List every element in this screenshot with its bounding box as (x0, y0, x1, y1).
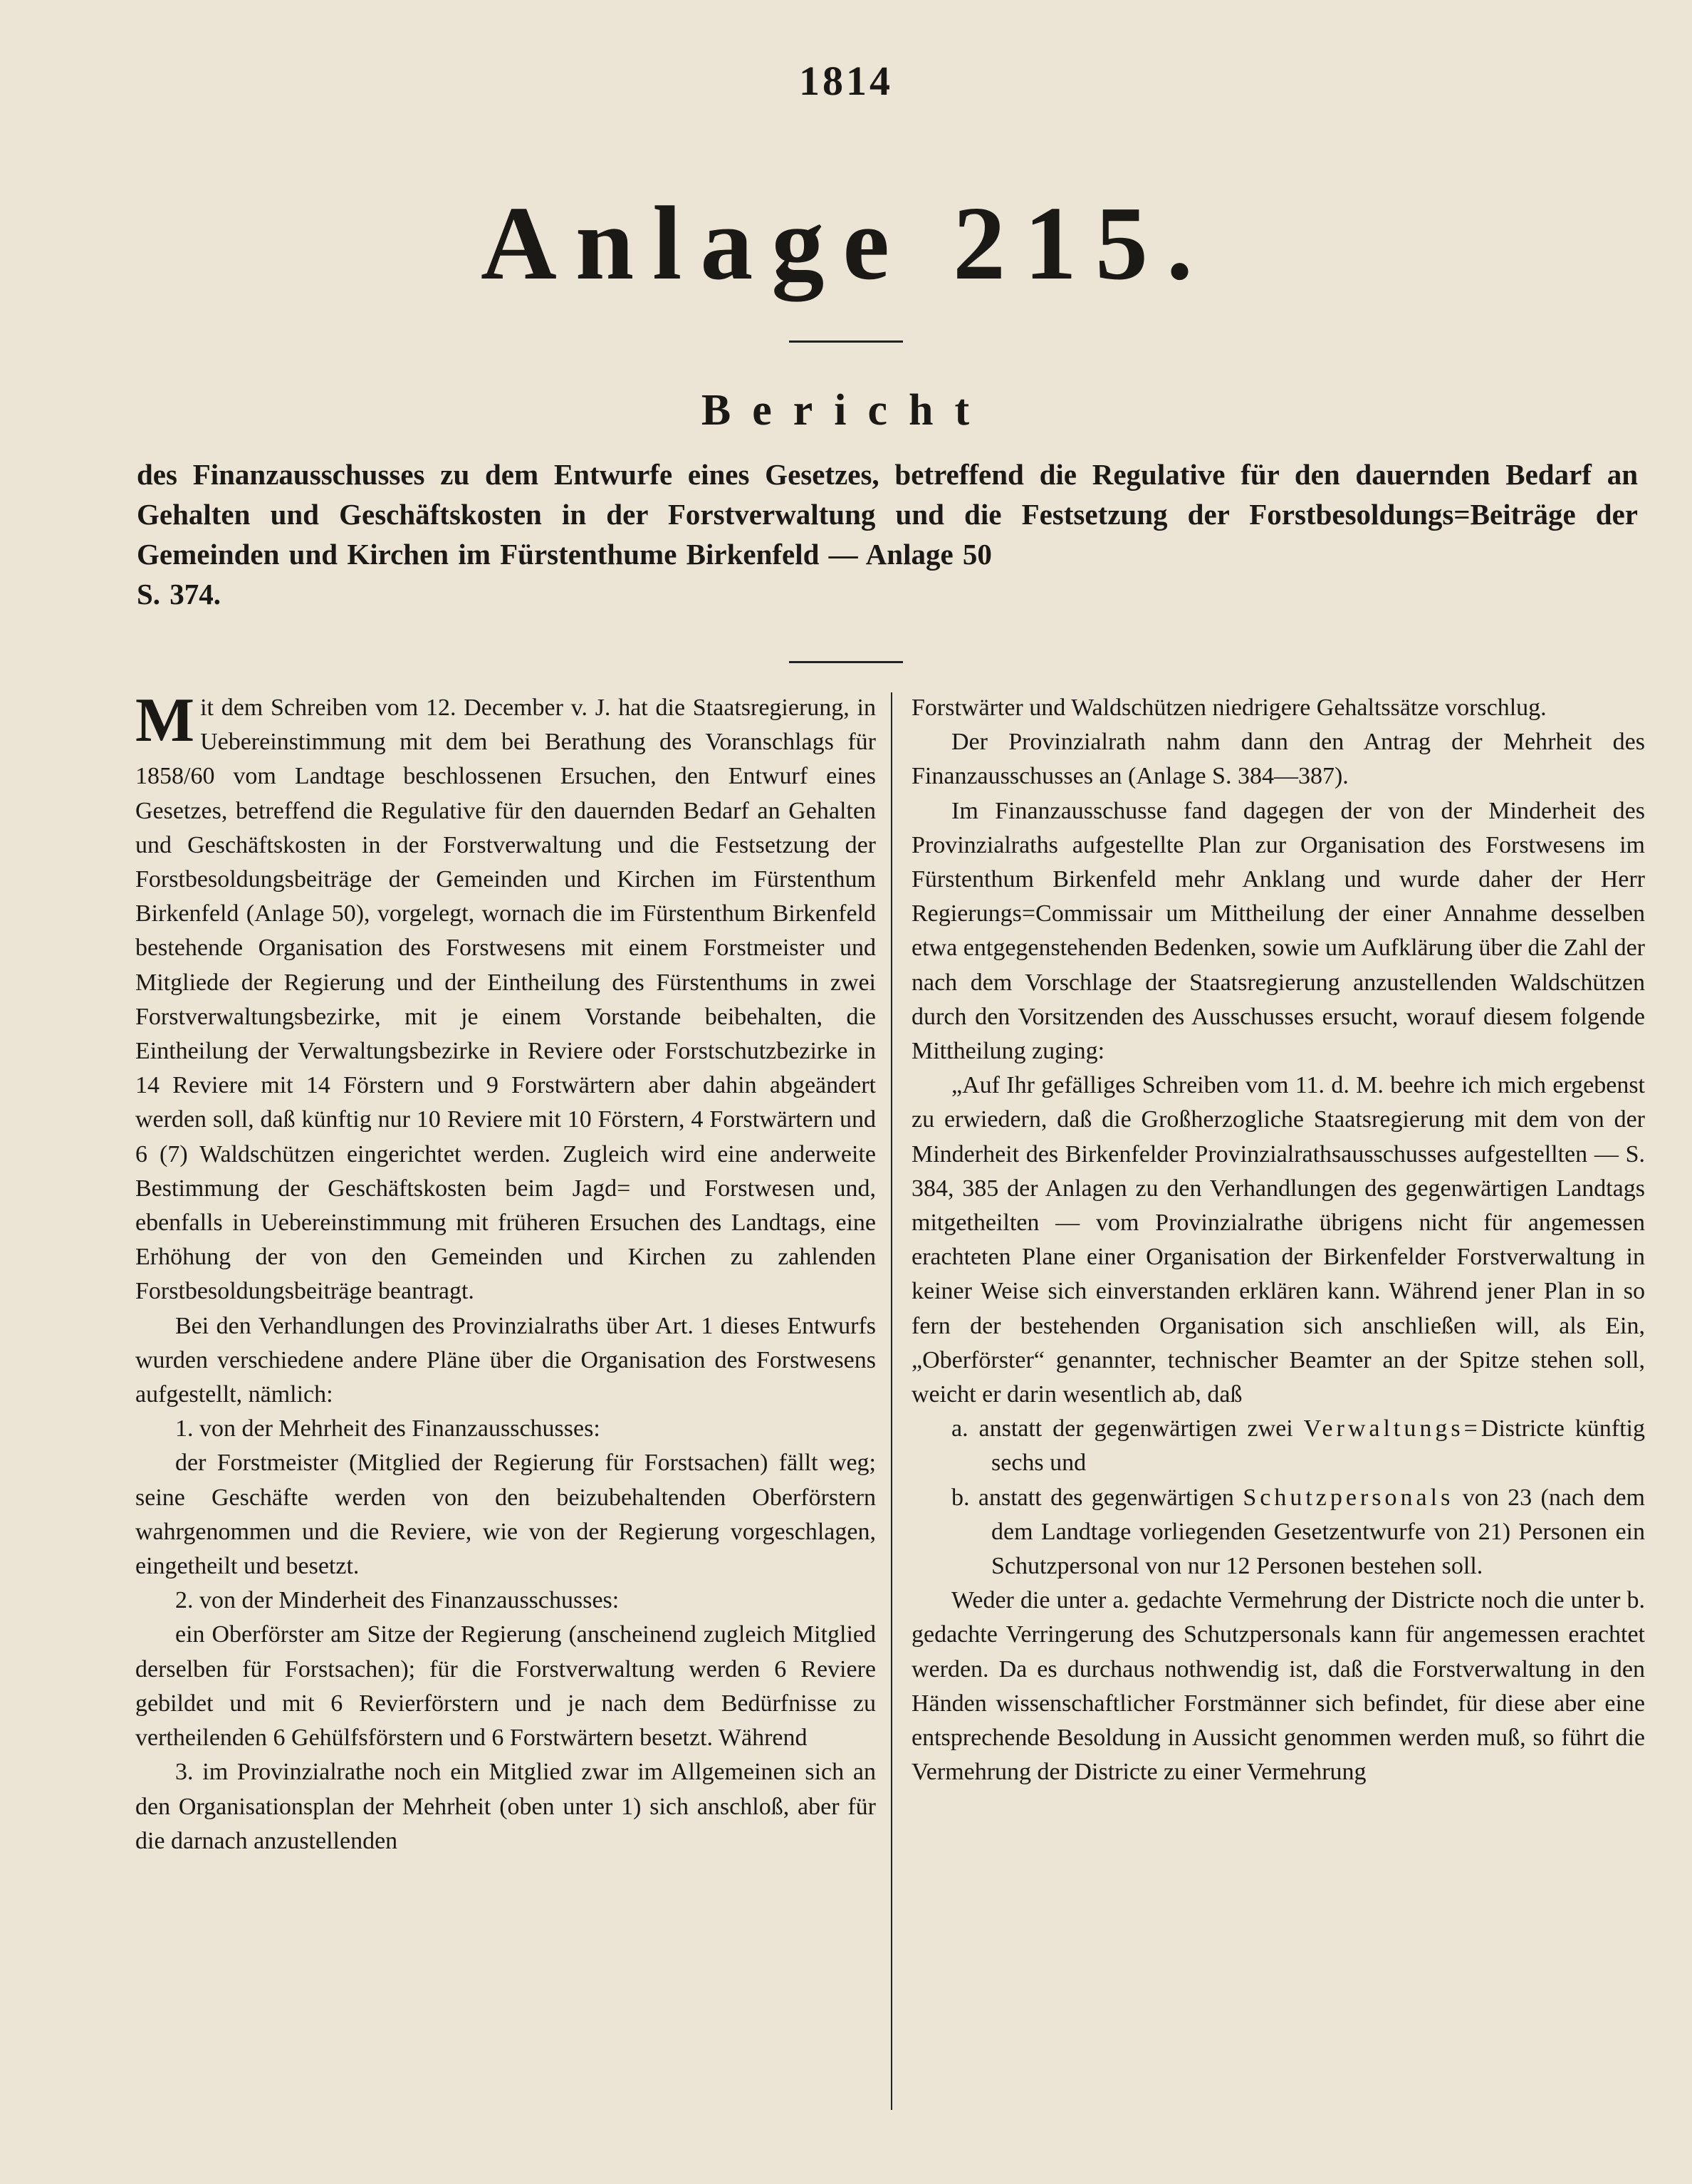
title-rule-bottom (789, 661, 903, 663)
anlage-title: Anlage 215. (481, 185, 1211, 302)
right-paragraph-5: Weder die unter a. gedachte Vermehrung der Districte noch die unter b. gedachte Verringerung des Schutzpersonals kann für angemessen erachtet werden. Da es durchaus nothwendig ist, daß die Forstverwaltung in den Händen wissenschaftlicher Forstmänner sich befindet, für diese aber eine entsprechende Besoldung in Aussicht genommen werden muß, so führt die Vermehrung der Districte zu einer Vermehrung (912, 1587, 1645, 1786)
list-item-2-body: ein Oberförster am Sitze der Regierung (anscheinend zugleich Mitglied derselben für Forstsachen); für die Forstverwaltung werden 6 Reviere gebildet und mit 6 Revierförstern und je nach dem Bedürfnisse zu vertheilenden 6 Gehülfsförstern und 6 Forstwärtern besetzt. Während (135, 1621, 876, 1752)
bericht-title: Bericht (701, 386, 991, 435)
column-divider (891, 692, 892, 2110)
list-item-a (912, 1412, 1645, 1480)
left-paragraph-1-text: it dem Schreiben vom 12. December v. J. hat die Staatsregierung, in Uebereinstimmung mit dem bei Berathung des Voranschlags für 1858/60 vom Landtage beschlossenen Ersuchen, den Entwurf eines Gesetzes, betreffend die Regulative für den dauernden Bedarf an Gehalten und Geschäftskosten in der Forstverwaltung und die Festsetzung der Forstbesoldungsbeiträge der Gemeinden und Kirchen im Fürstenthum Birkenfeld (Anlage 50), vorgelegt, wornach die im Fürstenthum Birkenfeld bestehende Organisation des Forstwesens mit einem Forstmeister und Mitgliede der Regierung und der Eintheilung des Fürstenthums in zwei Forstverwaltungsbezirke, mit je einem Vorstande beibehalten, die Eintheilung der Verwaltungsbezirke in Reviere oder Forstschutzbezirke in 14 Reviere mit 14 Förstern und 9 Forstwärtern aber dahin abgeändert werden soll, daß künftig nur 10 Reviere mit 10 Förstern, 4 Forstwärtern und 6 (7) Waldschützen eingerichtet werden. Zugleich wird eine anderweite Bestimmung der Geschäftskosten beim Jagd= und Forstwesen und, ebenfalls in Uebereinstimmung mit früheren Ersuchen des Landtags, eine Erhöhung der von den Gemeinden und Kirchen zu zahlenden Forstbesoldungsbeiträge beantragt. (135, 695, 876, 1305)
list-item-3: 3. im Provinzialrathe noch ein Mitglied zwar im Allgemeinen sich an den Organisationsplan der Mehrheit (oben unter 1) sich anschloß, aber für die darnach anzustellenden (135, 1759, 876, 1854)
right-column (912, 691, 1645, 1790)
right-paragraph-4: „Auf Ihr gefälliges Schreiben vom 11. d. M. beehre ich mich ergebenst zu erwiedern, daß die Großherzogliche Staatsregierung mit dem von der Minderheit des Birkenfelder Provinzialrathsausschusses aufgestellten — S. 384, 385 der Anlagen zu den Verhandlungen des gegenwärtigen Landtags mitgetheilten — vom Provinzialrathe übrigens nicht für angemessen erachteten Plane einer Organisation der Birkenfelder Forstverwaltung in keiner Weise sich einverstanden erklären kann. Während jener Plan in so fern der bestehenden Organisation sich anschließen will, als Ein, „Oberförster“ genannter, technischer Beamter an der Spitze stehen soll, weicht er darin wesentlich ab, daß (912, 1072, 1645, 1408)
page-number: 1814 (799, 58, 893, 104)
list-item-2-head: 2. von der Minderheit des Finanzausschusses: (175, 1587, 620, 1614)
right-paragraph-2: Der Provinzialrath nahm dann den Antrag der Mehrheit des Finanzausschusses an (Anlage S. 384—387). (912, 729, 1645, 790)
subtitle-end: S. 374. (137, 578, 221, 610)
list-item-a-pre: a. anstatt der gegenwärtigen zwei (951, 1415, 1293, 1442)
list-item-b-pre: b. anstatt des gegenwärtigen (951, 1484, 1234, 1511)
list-item-b (912, 1481, 1645, 1584)
list-item-b-post: von 23 (nach dem dem Landtage vorliegenden Gesetzentwurfe von 21) Personen ein Schutzpersonal von nur 12 Personen bestehen soll. (991, 1484, 1646, 1580)
left-column (135, 686, 876, 1858)
right-paragraph-1: Forstwärter und Waldschützen niedrigere Gehaltssätze vorschlug. (912, 695, 1547, 721)
left-paragraph-1 (135, 686, 876, 1309)
list-item-a-post: Districte künftig sechs und (991, 1415, 1645, 1477)
right-paragraph-3: Im Finanzausschusse fand dagegen der von der Minderheit des Provinzialraths aufgestellte Plan zur Organisation des Forstwesens im Fürstenthum Birkenfeld mehr Anklang und wurde daher der Herr Regierungs=Commissair um Mittheilung der einer Annahme desselben etwa entgegenstehenden Bedenken, sowie um Aufklärung über die Zahl der nach dem Vorschlage der Staatsregierung anzustellenden Waldschützen durch den Vorsitzenden des Ausschusses ersucht, worauf diesem folgende Mittheilung zuging: (912, 797, 1645, 1065)
subtitle-main: des Finanzausschusses zu dem Entwurfe eines Gesetzes, betreffend die Regulative für den dauernden Bedarf an Gehalten und Geschäftskosten in der Forstverwaltung und die Festsetzung der Forstbesoldungs=Beiträge der Gemeinden und Kirchen im Fürstenthume Birkenfeld — Anlage 50 (137, 458, 1638, 571)
list-item-a-spaced: Verwaltungs= (1303, 1415, 1481, 1442)
list-item-b-spaced: Schutzpersonals (1243, 1484, 1454, 1511)
list-item-1-head: 1. von der Mehrheit des Finanzausschusses: (175, 1415, 600, 1442)
left-paragraph-2: Bei den Verhandlungen des Provinzialraths über Art. 1 dieses Entwurfs wurden verschiedene andere Pläne über die Organisation des Forstwesens aufgestellt, nämlich: (135, 1312, 876, 1408)
drop-cap: M (135, 686, 195, 755)
title-rule-top (789, 340, 903, 343)
list-item-1-body: der Forstmeister (Mitglied der Regierung für Forstsachen) fällt weg; seine Geschäfte werden von den beizubehaltenden Oberförstern wahrgenommen und die Reviere, wie von der Regierung vorgeschlagen, eingetheilt und besetzt. (135, 1450, 876, 1580)
report-subtitle (137, 454, 1638, 614)
